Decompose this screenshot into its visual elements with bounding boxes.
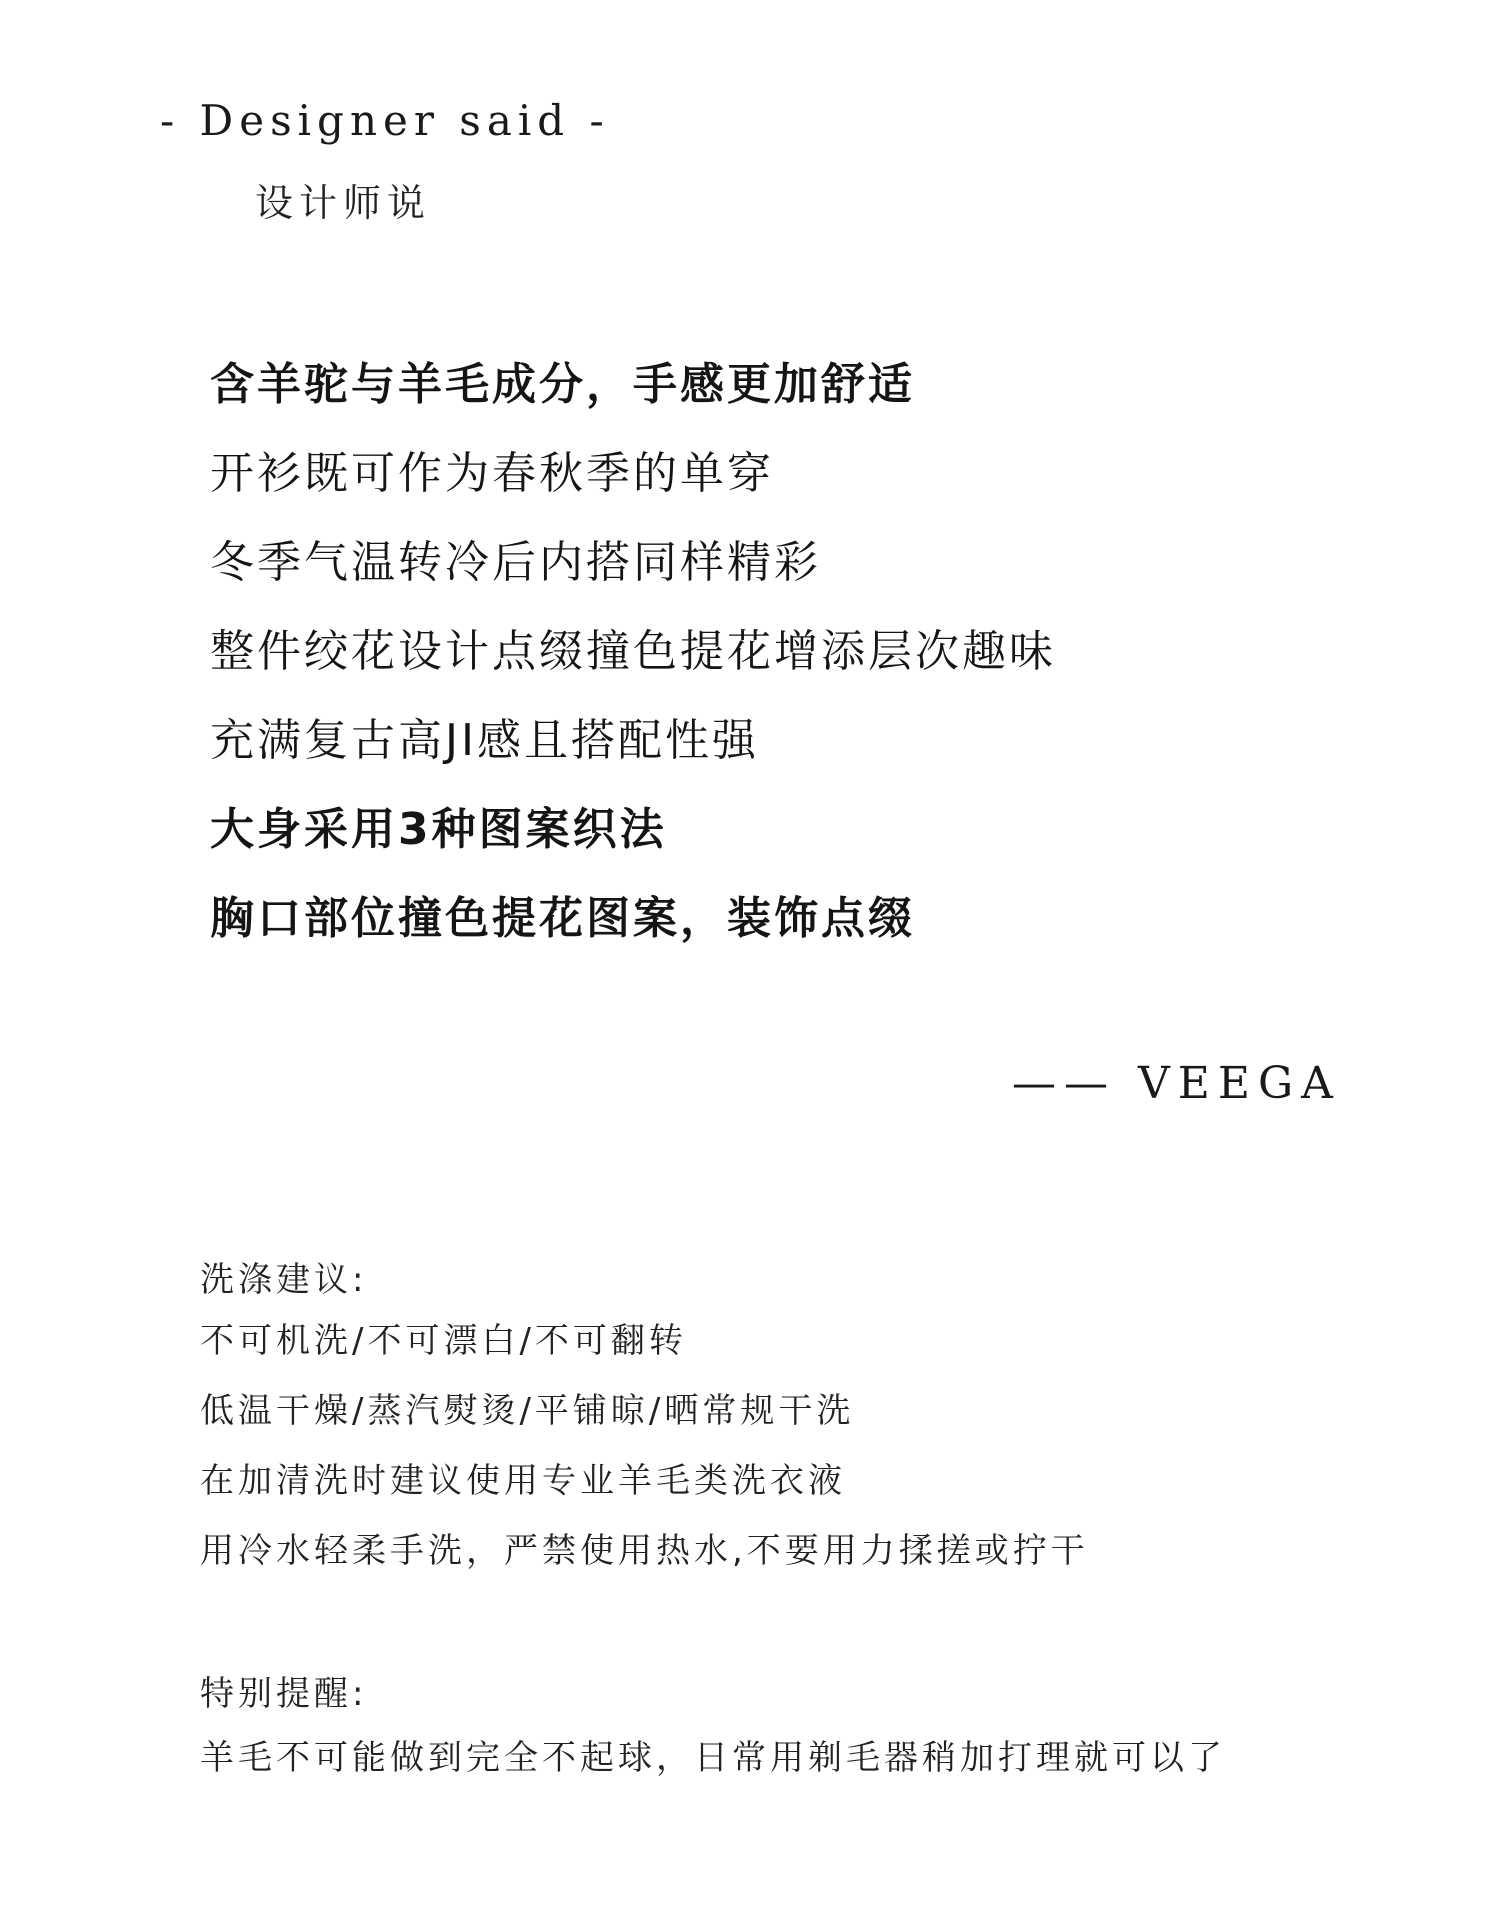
notice-heading: 特别提醒: <box>200 1674 368 1714</box>
care-heading: 洗涤建议: <box>200 1260 368 1300</box>
brand-signature: —— VEEGA <box>1012 1058 1341 1109</box>
designer-description <box>210 355 1410 978</box>
designer-line-4: 整件绞花设计点缀撞色提花增添层次趣味 <box>210 626 1056 677</box>
care-instructions <box>200 1316 1089 1596</box>
notice-text: 羊毛不可能做到完全不起球，日常用剃毛器稍加打理就可以了 <box>200 1738 1226 1778</box>
care-line: 不可机洗/不可漂白/不可翻转 <box>200 1321 687 1361</box>
designer-line-5: 充满复古高JI感且搭配性强 <box>210 715 759 766</box>
section-title-english: - Designer said - <box>160 96 610 145</box>
designer-line-7: 胸口部位撞色提花图案，装饰点缀 <box>210 893 915 944</box>
care-line: 在加清洗时建议使用专业羊毛类洗衣液 <box>200 1461 846 1501</box>
designer-line-3: 冬季气温转冷后内搭同样精彩 <box>210 537 821 588</box>
designer-line-6: 大身采用3种图案织法 <box>210 804 667 855</box>
care-line: 低温干燥/蒸汽熨烫/平铺晾/晒常规干洗 <box>200 1391 855 1431</box>
designer-line-1: 含羊驼与羊毛成分，手感更加舒适 <box>210 359 915 410</box>
care-line: 用冷水轻柔手洗，严禁使用热水,不要用力揉搓或拧干 <box>200 1531 1089 1571</box>
designer-line-2: 开衫既可作为春秋季的单穿 <box>210 448 774 499</box>
section-title-chinese: 设计师说 <box>255 181 432 225</box>
